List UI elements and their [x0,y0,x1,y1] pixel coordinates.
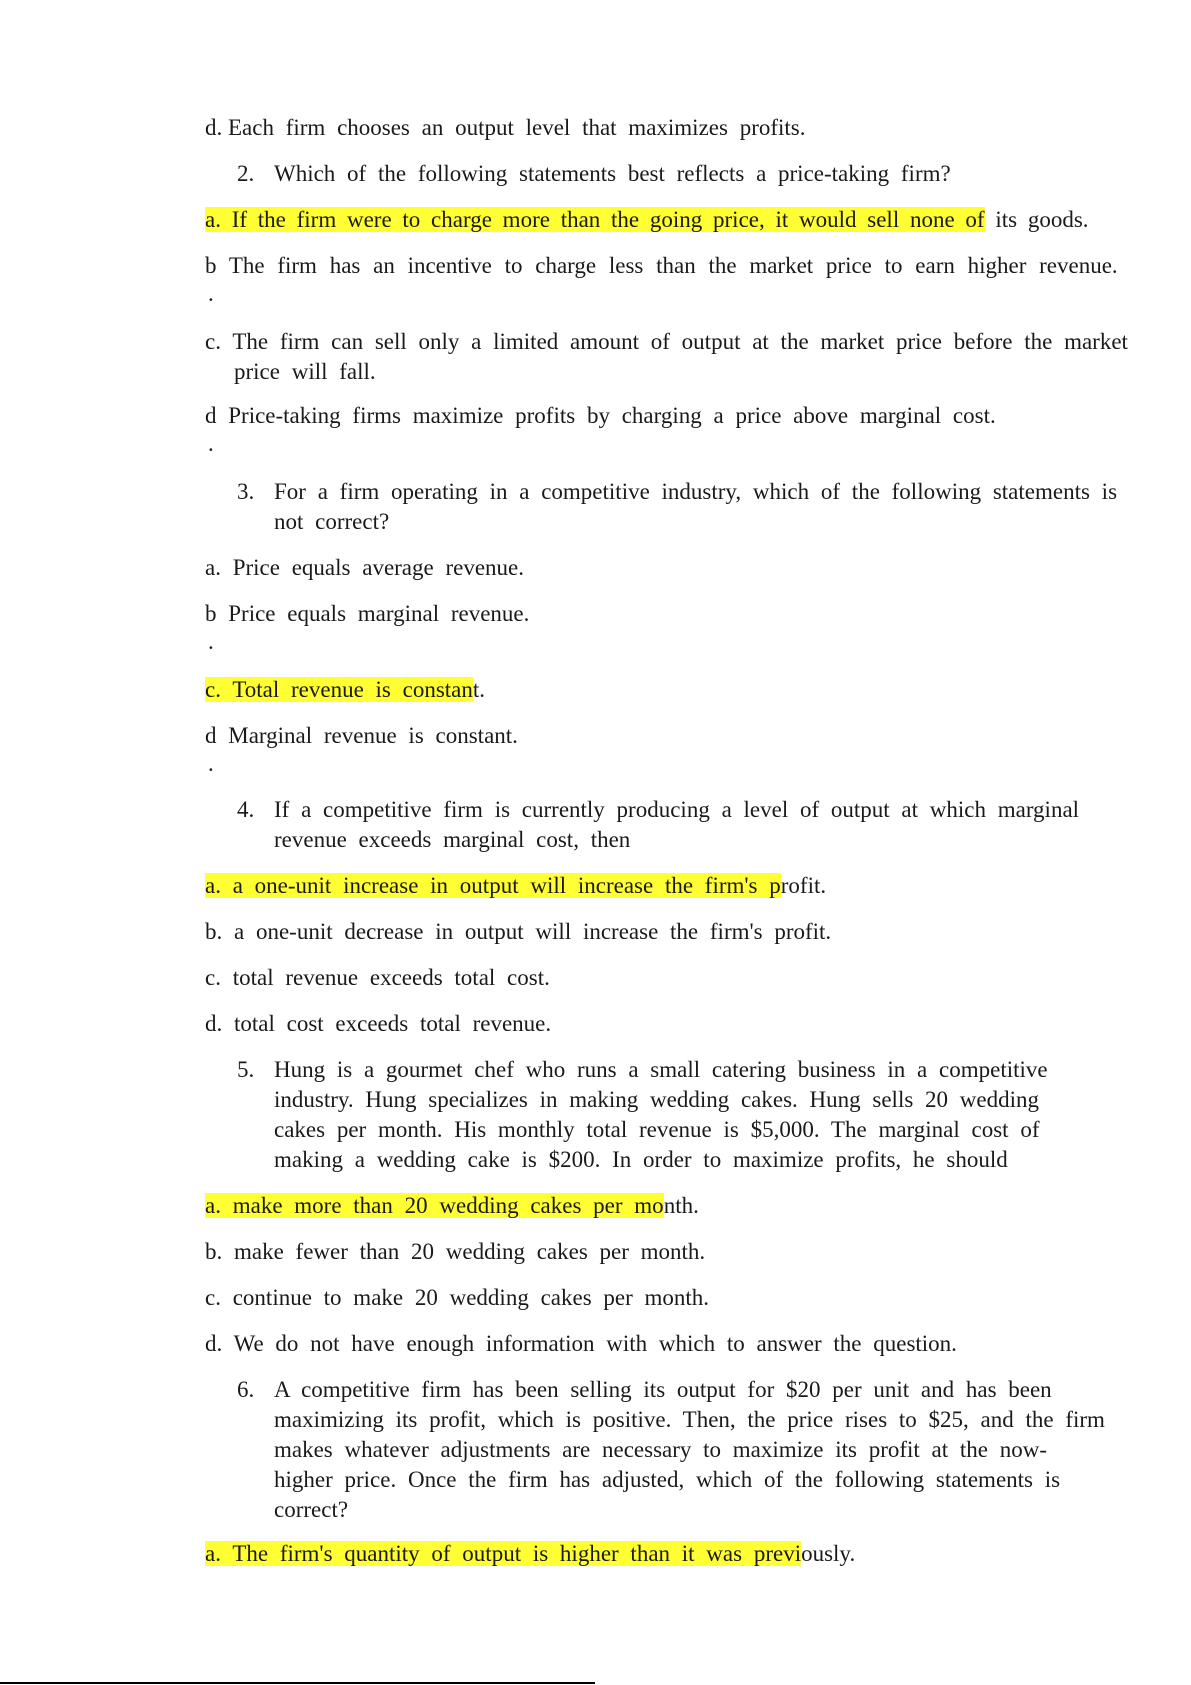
option-a-q5 [205,1192,699,1220]
question-6-text-line3: makes whatever adjustments are necessary to maximize its profit at the now- [274,1437,1048,1462]
question-4 [237,796,254,824]
option-b-q3 [205,600,529,628]
question-3-text-continued: not correct? [274,509,390,534]
question-5-text-line2: industry. Hung specializes in making wedding cakes. Hung sells 20 wedding [274,1087,1039,1112]
option-label: b [205,253,217,278]
question-number: 6. [237,1377,255,1402]
option-a-q3 [205,554,524,582]
question-5 [237,1056,254,1084]
answer-highlight [205,677,473,702]
option-label: a. [205,207,221,232]
option-text: The firm has an incentive to charge less than the market price to earn higher revenue. [228,253,1118,278]
option-c-q5 [205,1284,709,1312]
question-4-text: If a competitive firm is currently producing a level of output at which marginal [274,797,1080,822]
answer-highlight [205,1193,664,1218]
option-d-q1 [205,114,806,142]
question-number: 3. [237,479,255,504]
option-label: b. [205,1239,223,1264]
option-c-q2-continued: price will fall. [234,359,376,384]
highlighted-text: a one-unit increase in output will increase the firm's p [232,873,781,898]
question-6-text: A competitive firm has been selling its output for $20 per unit and has been [274,1377,1052,1402]
option-text: Marginal revenue is constant. [228,723,518,748]
question-5-text-line3: cakes per month. His monthly total revenue is $5,000. The marginal cost of [274,1117,1040,1142]
option-text-rest: its goods. [984,207,1089,232]
option-b-q5 [205,1238,705,1266]
answer-highlight [205,1541,801,1566]
option-text: Price-taking firms maximize profits by charging a price above marginal cost. [228,403,996,428]
question-2-text: Which of the following statements best reflects a price-taking firm? [274,161,951,186]
highlighted-text: The firm's quantity of output is higher than it was previ [232,1541,802,1566]
option-d-q3 [205,722,518,750]
option-b-q2 [205,252,1118,280]
option-label: c. [205,965,221,990]
question-6-text-line5: correct? [274,1497,349,1522]
option-text: a one-unit decrease in output will increase the firm's profit. [234,919,832,944]
question-6-text-line4: higher price. Once the firm has adjusted, which of the following statements is [274,1467,1061,1492]
option-text: Price equals average revenue. [232,555,525,580]
option-label: a. [205,1541,221,1566]
highlighted-text: If the firm were to charge more than the going price, it would sell none of [231,207,985,232]
option-text: continue to make 20 wedding cakes per month. [232,1285,710,1310]
question-2 [237,160,254,188]
option-text: make fewer than 20 wedding cakes per month. [234,1239,706,1264]
option-text: total revenue exceeds total cost. [232,965,550,990]
option-d-q2 [205,402,996,430]
option-label: d [205,723,217,748]
question-number: 2. [237,161,255,186]
highlighted-text: Total revenue is constan [232,677,473,702]
stray-period: . [208,629,214,654]
option-label: a. [205,873,221,898]
option-label: d [205,403,217,428]
option-label: a. [205,555,221,580]
option-text-rest: rofit. [780,873,827,898]
question-6-text-line2: maximizing its profit, which is positive. Then, the price rises to $25, and the firm [274,1407,1105,1432]
question-number: 4. [237,797,255,822]
option-text: We do not have enough information with which to answer the question. [233,1331,957,1356]
question-5-text-line4: making a wedding cake is $200. In order to maximize profits, he should [274,1147,1008,1172]
option-text: Price equals marginal revenue. [228,601,530,626]
option-c-q4 [205,964,550,992]
answer-highlight [205,873,781,898]
option-label: b [205,601,217,626]
option-label: b. [205,919,223,944]
option-text: The firm can sell only a limited amount of output at the market price before the market [232,329,1128,354]
question-4-text-continued: revenue exceeds marginal cost, then [274,827,631,852]
option-text: Each firm chooses an output level that maximizes profits. [228,115,806,140]
option-text-rest: ously. [801,1541,856,1566]
stray-period: . [208,431,214,456]
option-label: d. [205,1011,223,1036]
question-3 [237,478,254,506]
option-d-q5 [205,1330,957,1358]
question-6 [237,1376,254,1404]
stray-period: . [208,751,214,776]
option-label: c. [205,677,221,702]
option-a-q2 [205,206,1089,234]
option-label: a. [205,1193,221,1218]
question-3-text: For a firm operating in a competitive industry, which of the following statements is [274,479,1118,504]
stray-period: . [208,281,214,306]
answer-highlight [205,207,985,232]
question-5-text: Hung is a gourmet chef who runs a small catering business in a competitive [274,1057,1048,1082]
option-text-rest: t. [472,677,486,702]
option-label: d. [205,1331,223,1356]
highlighted-text: make more than 20 wedding cakes per mo [232,1193,664,1218]
option-b-q4 [205,918,831,946]
option-d-q4 [205,1010,551,1038]
option-a-q4 [205,872,826,900]
option-label: d. [205,115,223,140]
option-label: c. [205,1285,221,1310]
option-text-rest: nth. [663,1193,699,1218]
option-a-q6 [205,1540,855,1568]
option-label: c. [205,329,221,354]
option-text: total cost exceeds total revenue. [234,1011,552,1036]
footnote-rule [0,1682,595,1684]
option-c-q2 [205,328,1128,356]
option-c-q3 [205,676,485,704]
question-number: 5. [237,1057,255,1082]
